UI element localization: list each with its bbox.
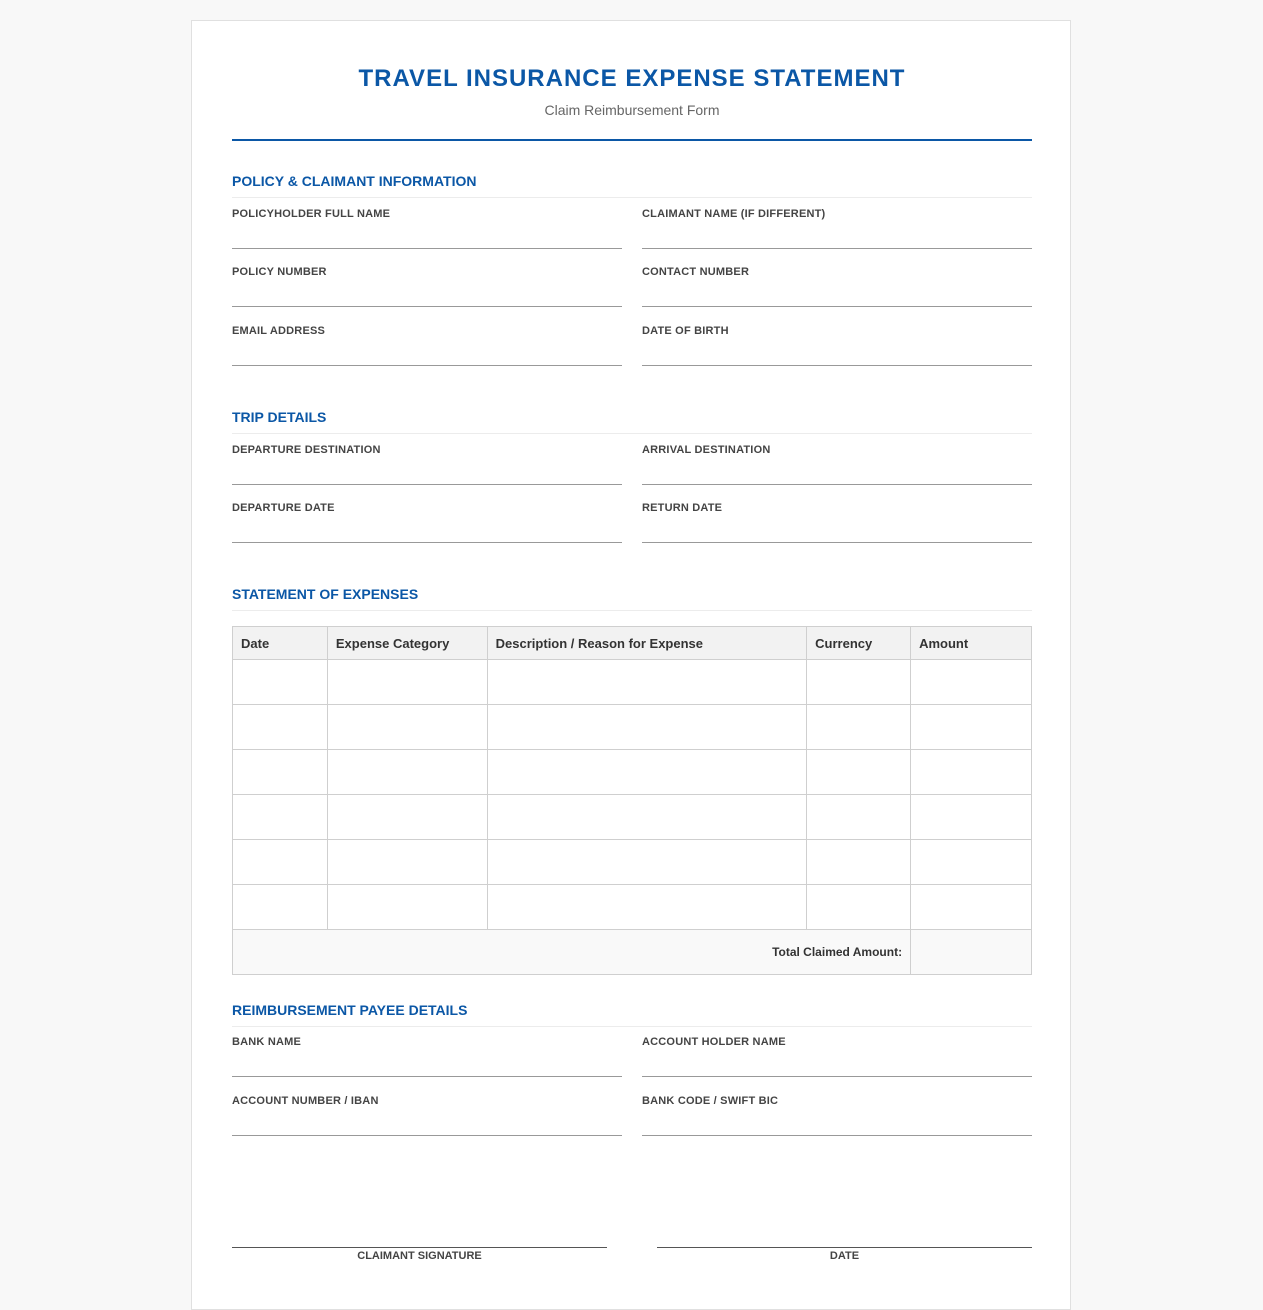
field-label: ARRIVAL DESTINATION	[642, 444, 771, 456]
return-date-field[interactable]	[642, 502, 1032, 543]
table-cell[interactable]	[233, 705, 328, 750]
table-cell[interactable]	[807, 795, 911, 840]
departure-destination-field[interactable]	[232, 444, 622, 485]
table-cell[interactable]	[487, 750, 806, 795]
table-cell[interactable]	[327, 840, 487, 885]
section-title-expenses: STATEMENT OF EXPENSES	[232, 586, 1032, 611]
field-label: BANK CODE / SWIFT BIC	[642, 1095, 779, 1107]
account-holder-field[interactable]	[642, 1036, 1032, 1077]
column-header-category: Expense Category	[327, 627, 487, 660]
bank-code-field[interactable]	[642, 1095, 1032, 1136]
field-label: CLAIMANT NAME (IF DIFFERENT)	[642, 208, 826, 220]
table-cell[interactable]	[911, 840, 1032, 885]
field-label: DATE OF BIRTH	[642, 325, 729, 337]
table-cell[interactable]	[233, 750, 328, 795]
table-cell[interactable]	[807, 885, 911, 930]
section-title-payee: REIMBURSEMENT PAYEE DETAILS	[232, 1002, 1032, 1027]
table-header-row	[233, 627, 1032, 660]
policy-number-field[interactable]	[232, 266, 622, 307]
email-field[interactable]	[232, 325, 622, 366]
table-cell[interactable]	[233, 660, 328, 705]
table-row	[233, 885, 1032, 930]
table-row	[233, 750, 1032, 795]
table-cell[interactable]	[487, 795, 806, 840]
table-cell[interactable]	[807, 705, 911, 750]
table-cell[interactable]	[327, 885, 487, 930]
table-cell[interactable]	[911, 795, 1032, 840]
signature-date-line[interactable]	[657, 1247, 1032, 1262]
section-title-trip: TRIP DETAILS	[232, 409, 1032, 434]
signature-date-label: DATE	[829, 1250, 860, 1262]
policyholder-name-field[interactable]	[232, 208, 622, 249]
claimant-signature-line[interactable]	[232, 1247, 607, 1262]
table-cell[interactable]	[233, 840, 328, 885]
table-row	[233, 660, 1032, 705]
field-label: CONTACT NUMBER	[642, 266, 750, 278]
field-label: POLICY NUMBER	[232, 266, 327, 278]
table-cell[interactable]	[327, 795, 487, 840]
field-label: ACCOUNT NUMBER / IBAN	[232, 1095, 379, 1107]
header-divider	[232, 139, 1032, 141]
table-cell[interactable]	[487, 885, 806, 930]
expenses-table	[232, 626, 1032, 975]
table-cell[interactable]	[911, 885, 1032, 930]
table-row	[233, 705, 1032, 750]
column-header-currency: Currency	[807, 627, 911, 660]
column-header-date: Date	[233, 627, 328, 660]
signature-label: CLAIMANT SIGNATURE	[357, 1250, 482, 1262]
table-cell[interactable]	[487, 660, 806, 705]
column-header-amount: Amount	[911, 627, 1032, 660]
table-cell[interactable]	[327, 705, 487, 750]
table-cell[interactable]	[911, 705, 1032, 750]
table-cell[interactable]	[911, 750, 1032, 795]
total-label: Total Claimed Amount:	[233, 930, 911, 975]
table-cell[interactable]	[807, 840, 911, 885]
table-cell[interactable]	[327, 750, 487, 795]
form-title: TRAVEL INSURANCE EXPENSE STATEMENT	[358, 65, 906, 92]
form-page	[191, 20, 1071, 1310]
field-label: BANK NAME	[232, 1036, 302, 1048]
arrival-destination-field[interactable]	[642, 444, 1032, 485]
column-header-description: Description / Reason for Expense	[487, 627, 806, 660]
dob-field[interactable]	[642, 325, 1032, 366]
table-cell[interactable]	[807, 660, 911, 705]
contact-number-field[interactable]	[642, 266, 1032, 307]
field-label: RETURN DATE	[642, 502, 723, 514]
bank-name-field[interactable]	[232, 1036, 622, 1077]
table-cell[interactable]	[233, 885, 328, 930]
table-cell[interactable]	[327, 660, 487, 705]
table-row	[233, 795, 1032, 840]
field-label: DEPARTURE DESTINATION	[232, 444, 381, 456]
claimant-name-field[interactable]	[642, 208, 1032, 249]
section-title-policy: POLICY & CLAIMANT INFORMATION	[232, 173, 1032, 198]
field-label: DEPARTURE DATE	[232, 502, 335, 514]
total-row	[233, 930, 1032, 975]
table-cell[interactable]	[807, 750, 911, 795]
table-cell[interactable]	[487, 840, 806, 885]
table-cell[interactable]	[911, 660, 1032, 705]
field-label: POLICYHOLDER FULL NAME	[232, 208, 391, 220]
total-amount-cell[interactable]	[911, 930, 1032, 975]
table-row	[233, 840, 1032, 885]
form-subtitle: Claim Reimbursement Form	[544, 102, 720, 118]
departure-date-field[interactable]	[232, 502, 622, 543]
table-cell[interactable]	[487, 705, 806, 750]
field-label: ACCOUNT HOLDER NAME	[642, 1036, 786, 1048]
account-number-field[interactable]	[232, 1095, 622, 1136]
table-cell[interactable]	[233, 795, 328, 840]
field-label: EMAIL ADDRESS	[232, 325, 326, 337]
